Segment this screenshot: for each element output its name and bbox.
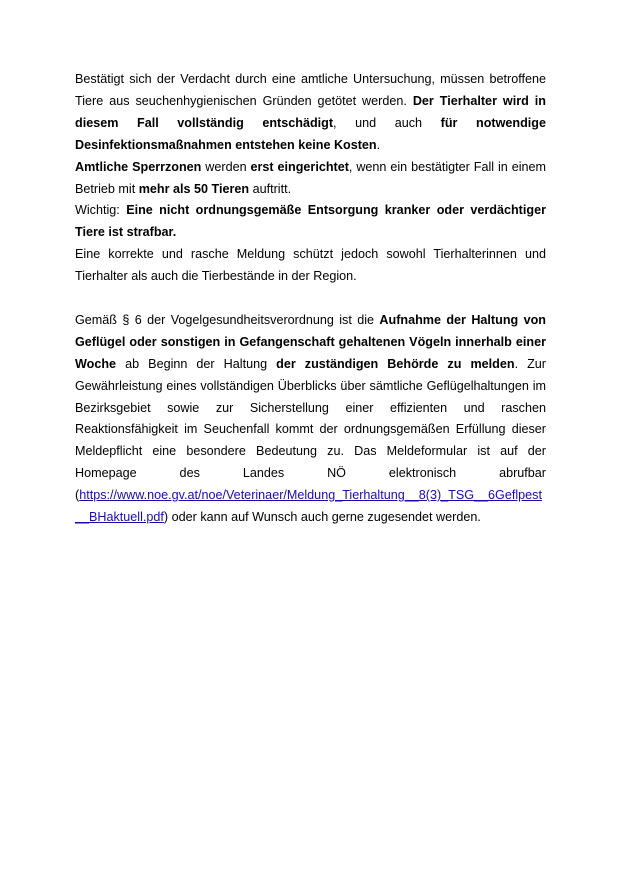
document-body — [75, 69, 546, 529]
paragraph-disposal-warning — [75, 200, 546, 244]
text-run-1: werden — [201, 159, 251, 174]
paragraph-restriction-zones — [75, 157, 546, 201]
bold-run-1: Der Tierhalter wird in diesem Fall vollständig entschädigt — [75, 93, 546, 130]
paragraph-reporting-benefit — [75, 244, 546, 288]
bold-run-1: Eine nicht ordnungsgemäße Entsorgung kranker oder verdächtiger Tiere ist strafbar. — [75, 203, 546, 240]
text-run-5: auftritt. — [249, 181, 292, 196]
text-run-3: , wenn ein bestätigter Fall in einem Betrieb mit — [75, 159, 547, 196]
text-run-2: , und auch — [333, 115, 441, 130]
bold-run-3: der zuständigen Behörde zu melden — [276, 356, 515, 371]
bold-run-0: Amtliche Sperrzonen — [75, 159, 202, 174]
text-run-4: . Zur Gewährleistung eines vollständigen Überblicks über sämtliche Geflügelhaltungen im Bezirksgebiet sowie zur Sicherstellung einer effizienten und raschen Reaktionsfähigkeit im Seuchenfall kommt der ordnungsgemäßen Erfüllung dieser Meldepflicht eine besondere Bedeutung zu. Das Meldeformular ist auf der Homepage des Landes NÖ elektronisch abrufbar — [75, 356, 546, 481]
text-run-0: Bestätigt sich der Verdacht durch eine amtliche Untersuchung, müssen betroffene Tiere aus seuchenhygienischen Gründen getötet werden. — [75, 72, 546, 108]
bold-run-4: mehr als 50 Tieren — [138, 181, 250, 196]
text-run-0: Gemäß § 6 der Vogelgesundheitsverordnung ist die — [75, 312, 380, 327]
text-run-0: Eine korrekte und rasche Meldung schützt jedoch sowohl Tierhalterinnen und Tierhalter als auch die Tierbestände in der Region. — [75, 247, 546, 284]
bold-run-2: erst eingerichtet — [250, 159, 349, 174]
link-trailing-text: ) oder kann auf Wunsch auch gerne zugesendet werden. — [163, 510, 481, 525]
text-run-4: . — [376, 137, 381, 152]
bold-run-1: Aufnahme der Haltung von Geflügel oder sonstigen in Gefangenschaft gehaltenen Vögeln innerhalb einer Woche — [75, 312, 546, 371]
paragraph-gap — [75, 288, 546, 310]
text-run-0: Wichtig: — [75, 203, 127, 218]
paragraph-form-link — [75, 485, 546, 529]
link-open-paren: ( — [75, 488, 80, 503]
text-run-2: ab Beginn der Haltung — [116, 356, 277, 371]
paragraph-registration-duty — [75, 310, 546, 485]
bold-run-3: für notwendige Desinfektionsmaßnahmen entstehen keine Kosten — [75, 115, 546, 152]
meldeformular-link[interactable]: https://www.noe.gv.at/noe/Veterinaer/Meldung_Tierhaltung__8(3)_TSG__6Geflpest__BHaktuell.pdf — [75, 488, 542, 525]
paragraph-culling-compensation — [75, 69, 546, 157]
